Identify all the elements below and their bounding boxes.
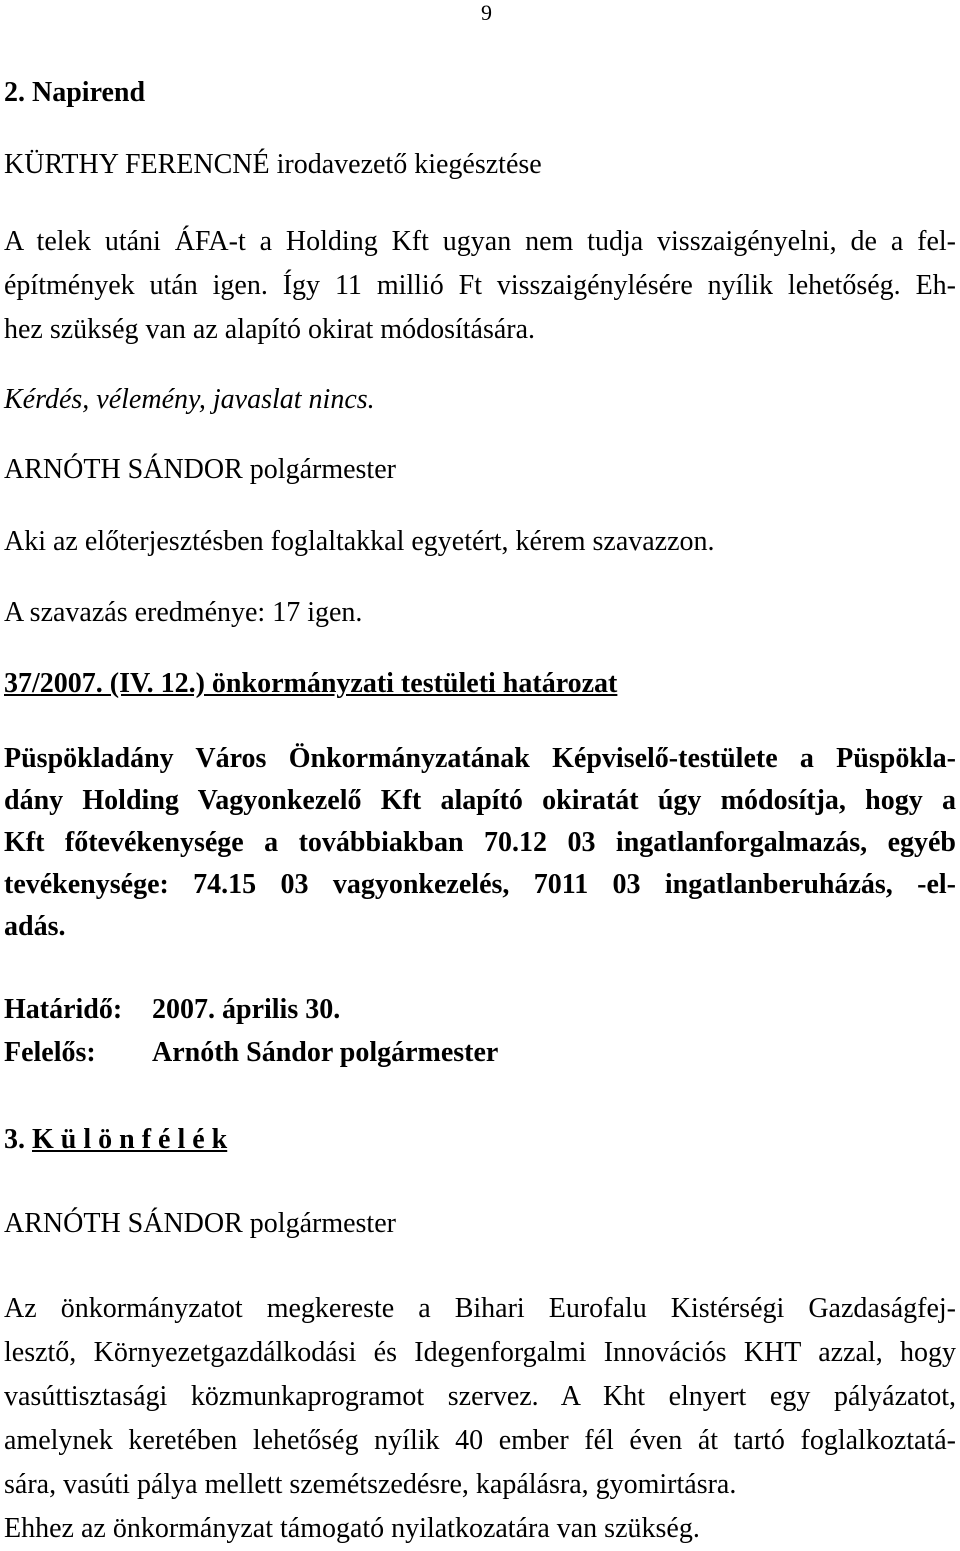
paragraph-line: hez szükség van az alapító okirat módosítására. bbox=[4, 314, 536, 345]
deadline-value: 2007. április 30. bbox=[152, 994, 341, 1025]
paragraph-line: A telek utáni ÁFA-t a Holding Kft ugyan nem tudja visszaigényelni, de a fel- bbox=[4, 226, 956, 257]
vote-call: Aki az előterjesztésben foglaltakkal egyetért, kérem szavazzon. bbox=[4, 526, 715, 557]
agenda-3-heading bbox=[4, 1123, 227, 1157]
resolution-line: Kft főtevékenysége a továbbiakban 70.12 03 ingatlanforgalmazás, egyéb bbox=[4, 827, 956, 858]
deadline-label: Határidő: bbox=[4, 994, 123, 1025]
paragraph-line: amelynek keretében lehetőség nyílik 40 ember fél éven át tartó foglalkoztatá- bbox=[4, 1425, 956, 1456]
resolution-line: dány Holding Vagyonkezelő Kft alapító okiratát úgy módosítja, hogy a bbox=[4, 785, 956, 816]
speaker-arnoth: ARNÓTH SÁNDOR polgármester bbox=[4, 454, 396, 485]
page-number: 9 bbox=[481, 0, 492, 25]
paragraph-misc bbox=[4, 1287, 956, 1551]
agenda-3-number: 3. bbox=[4, 1124, 25, 1155]
paragraph-line: sára, vasúti pálya mellett szemétszedésre, kapálásra, gyomirtásra. bbox=[4, 1469, 737, 1500]
question-line: Kérdés, vélemény, javaslat nincs. bbox=[4, 384, 375, 415]
responsible-label: Felelős: bbox=[4, 1037, 96, 1068]
agenda-3-title: K ü l ö n f é l é k bbox=[32, 1124, 228, 1155]
paragraph-line: építmények után igen. Így 11 millió Ft visszaigénylésére nyílik lehetőség. Eh- bbox=[4, 270, 956, 301]
paragraph-line: vasúttisztasági közmunkaprogramot szervez. A Kht elnyert egy pályázatot, bbox=[4, 1381, 956, 1412]
speaker-kurthy: KÜRTHY FERENCNÉ irodavezető kiegésztése bbox=[4, 149, 542, 180]
resolution-line: tevékenysége: 74.15 03 vagyonkezelés, 7011 03 ingatlanberuházás, -el- bbox=[4, 869, 956, 900]
agenda-2-heading: 2. Napirend bbox=[4, 77, 146, 108]
responsible-value: Arnóth Sándor polgármester bbox=[152, 1037, 499, 1068]
responsible-row bbox=[4, 1036, 498, 1070]
paragraph-line: lesztő, Környezetgazdálkodási és Idegenforgalmi Innovációs KHT azzal, hogy bbox=[4, 1337, 956, 1368]
resolution-line: adás. bbox=[4, 911, 66, 942]
paragraph-line: Ehhez az önkormányzat támogató nyilatkozatára van szükség. bbox=[4, 1513, 700, 1544]
vote-result: A szavazás eredménye: 17 igen. bbox=[4, 597, 363, 628]
resolution-title: 37/2007. (IV. 12.) önkormányzati testületi határozat bbox=[4, 668, 618, 699]
deadline-row bbox=[4, 993, 340, 1027]
resolution-line: Püspökladány Város Önkormányzatának Képviselő-testülete a Püspökla- bbox=[4, 743, 956, 774]
speaker-arnoth-2: ARNÓTH SÁNDOR polgármester bbox=[4, 1208, 396, 1239]
resolution-text bbox=[4, 738, 956, 948]
paragraph-line: Az önkormányzatot megkereste a Bihari Eurofalu Kistérségi Gazdaságfej- bbox=[4, 1293, 956, 1324]
paragraph-vat bbox=[4, 220, 956, 352]
